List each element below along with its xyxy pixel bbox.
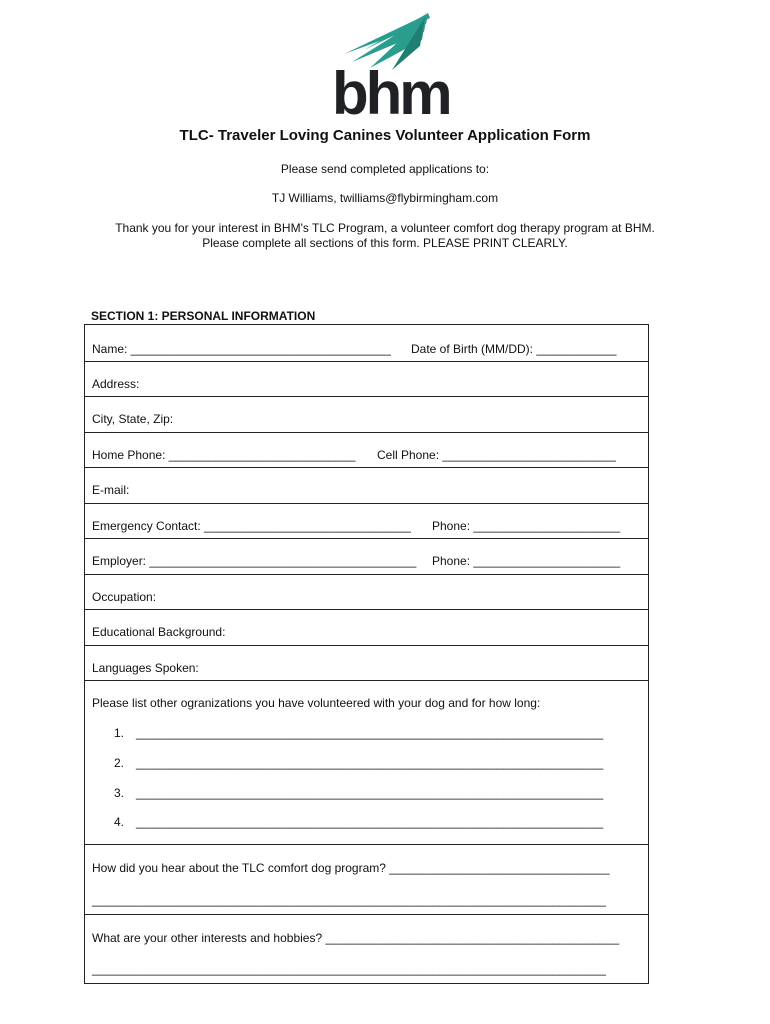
education-row	[85, 610, 648, 646]
personal-info-form	[84, 324, 649, 984]
bhm-logo	[330, 12, 454, 127]
contact-info: TJ Williams, twilliams@flybirmingham.com	[271, 191, 499, 205]
emergency-row	[85, 504, 648, 539]
logo-text: bhm	[332, 60, 450, 127]
org-number: 1.	[114, 726, 125, 740]
employer-phone-field[interactable]: Phone: ______________________	[432, 554, 621, 568]
emergency-phone-field[interactable]: Phone: ______________________	[432, 519, 621, 533]
city-row	[85, 397, 648, 433]
email-row	[85, 468, 648, 504]
email-field[interactable]: E-mail:	[92, 483, 130, 497]
hear-about-row	[85, 845, 648, 915]
organizations-prompt: Please list other ogranizations you have volunteered with your dog and for how long:	[92, 696, 541, 710]
phone-row	[85, 433, 648, 468]
org-number: 3.	[114, 786, 125, 800]
intro-paragraph: Thank you for your interest in BHM's TLC Program, a volunteer comfort dog therapy program at BHM. Please complete all sections of this form. PLEASE PRINT CLEARLY.	[115, 221, 655, 250]
interests-field[interactable]: What are your other interests and hobbies? ____________________________________________	[92, 931, 620, 945]
languages-row	[85, 646, 648, 681]
emergency-contact-field[interactable]: Emergency Contact: _______________________________	[92, 519, 411, 533]
org-line-4[interactable]: ______________________________________________________________________	[136, 815, 604, 829]
dob-field[interactable]: Date of Birth (MM/DD): ____________	[411, 342, 617, 356]
interests-row	[85, 915, 648, 983]
organizations-row	[85, 681, 648, 845]
employer-field[interactable]: Employer: ________________________________________	[92, 554, 417, 568]
hear-about-field[interactable]: How did you hear about the TLC comfort dog program? _________________________________	[92, 861, 610, 875]
org-number: 2.	[114, 756, 125, 770]
languages-field[interactable]: Languages Spoken:	[92, 661, 199, 675]
name-field[interactable]: Name: _______________________________________	[92, 342, 391, 356]
name-row	[85, 325, 648, 362]
interests-line[interactable]: _____________________________________________________________________________	[92, 962, 606, 976]
org-line-2[interactable]: ______________________________________________________________________	[136, 756, 604, 770]
org-line-3[interactable]: ______________________________________________________________________	[136, 786, 604, 800]
org-number: 4.	[114, 815, 125, 829]
employer-row	[85, 539, 648, 575]
form-title: TLC- Traveler Loving Canines Volunteer Application Form	[179, 127, 591, 144]
section-heading: SECTION 1: PERSONAL INFORMATION	[91, 309, 316, 323]
address-field[interactable]: Address:	[92, 377, 140, 391]
hear-about-line[interactable]: _____________________________________________________________________________	[92, 893, 606, 907]
cell-phone-field[interactable]: Cell Phone: __________________________	[377, 448, 616, 462]
address-row	[85, 362, 648, 397]
occupation-field[interactable]: Occupation:	[92, 590, 157, 604]
city-state-zip-field[interactable]: City, State, Zip:	[92, 412, 174, 426]
occupation-row	[85, 575, 648, 610]
send-instructions: Please send completed applications to:	[280, 162, 490, 176]
home-phone-field[interactable]: Home Phone: ____________________________	[92, 448, 356, 462]
education-field[interactable]: Educational Background:	[92, 625, 226, 639]
org-line-1[interactable]: ______________________________________________________________________	[136, 726, 604, 740]
